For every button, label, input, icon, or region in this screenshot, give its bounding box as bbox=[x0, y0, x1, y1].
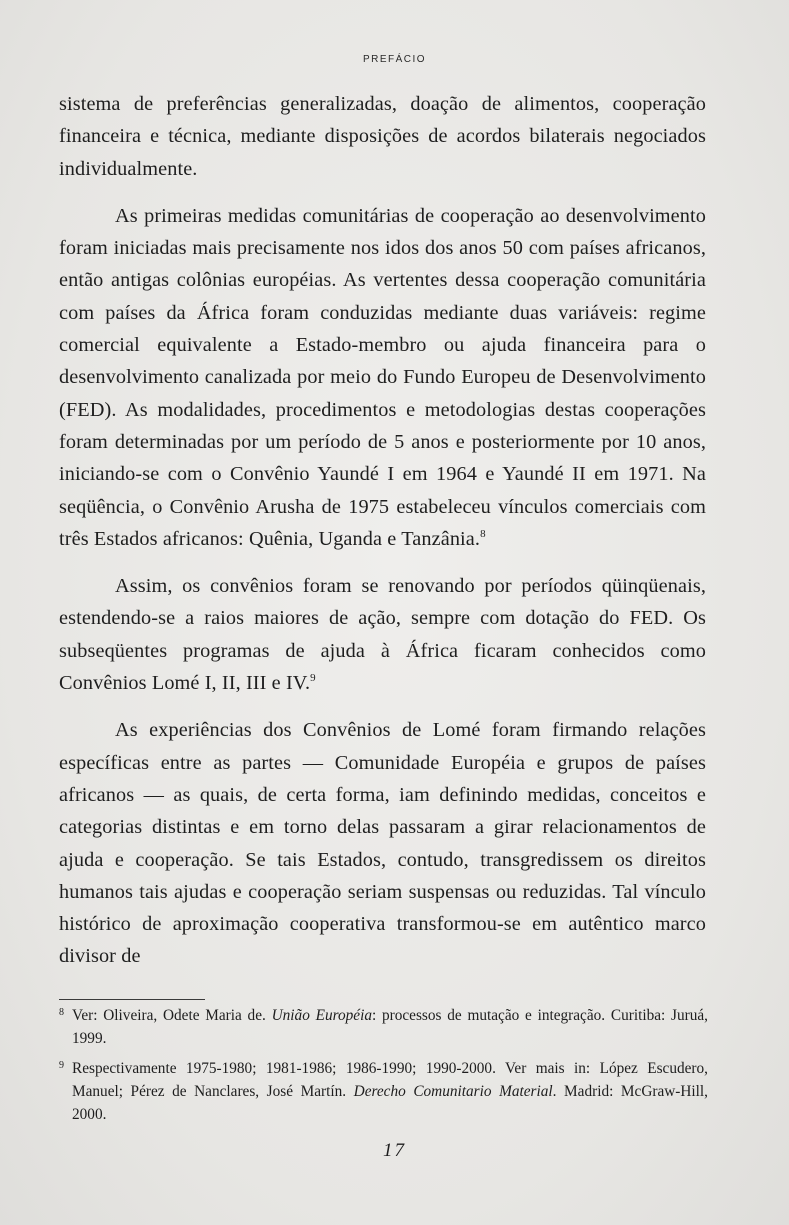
footnote-8-rest: : processos de mutação e integração. Curitiba: Juruá, 1999. bbox=[72, 1007, 708, 1047]
footnote-8 bbox=[59, 1004, 708, 1050]
body-text bbox=[59, 88, 706, 988]
paragraph-1-text: sistema de preferências generalizadas, doação de alimentos, cooperação financeira e técnica, mediante disposições de acordos bilaterais negociados individualmente. bbox=[59, 93, 706, 180]
footnote-8-text: Ver: Oliveira, Odete Maria de. bbox=[72, 1007, 272, 1024]
footnote-9 bbox=[59, 1057, 708, 1126]
footnote-8-number: 8 bbox=[59, 1007, 64, 1018]
footnote-9-number: 9 bbox=[59, 1060, 64, 1071]
page-number: 17 bbox=[383, 1140, 406, 1161]
footnote-ref-9[interactable]: 9 bbox=[310, 672, 316, 685]
footnote-8-title: União Européia bbox=[271, 1007, 372, 1024]
footnote-ref-8[interactable]: 8 bbox=[480, 528, 486, 541]
paragraph-4-text: As experiências dos Convênios de Lomé foram firmando relações específicas entre as partes — Comunidade Européia e grupos de países africanos — as quais, de certa forma, iam definindo medidas, conceitos e categorias distintas e em torno delas passaram a girar relacionamentos de ajuda e cooperação. Se tais Estados, contudo, transgredissem os direitos humanos tais ajudas e cooperação seriam suspensas ou reduzidas. Tal vínculo histórico de aproximação cooperativa transformou-se em autêntico marco divisor de bbox=[59, 719, 706, 968]
running-head: PREFÁCIO bbox=[362, 54, 427, 65]
footnotes bbox=[59, 1004, 708, 1133]
paragraph-2 bbox=[59, 200, 706, 555]
paragraph-4 bbox=[59, 714, 706, 972]
paragraph-1 bbox=[59, 88, 706, 185]
footnote-9-text: Respectivamente 1975-1980; 1981-1986; 1986-1990; 1990-2000. Ver mais in: López Escudero, Manuel; Pérez de Nanclares, José Martín. bbox=[72, 1060, 708, 1100]
footnote-9-rest: . Madrid: McGraw-Hill, 2000. bbox=[72, 1083, 709, 1123]
footnote-divider bbox=[59, 999, 205, 1000]
footnote-9-title: Derecho Comunitario Material bbox=[353, 1083, 553, 1100]
paragraph-2-text: As primeiras medidas comunitárias de cooperação ao desenvolvimento foram iniciadas mais precisamente nos idos dos anos 50 com países africanos, então antigas colônias européias. As vertentes dessa cooperação comunitária com países da África foram conduzidas mediante duas variáveis: regime comercial equivalente a Estado-membro ou ajuda financeira para o desenvolvimento canalizada por meio do Fundo Europeu de Desenvolvimento (FED). As modalidades, procedimentos e metodologias destas cooperações foram determinadas por um período de 5 anos e posteriormente por 10 anos, iniciando-se com o Convênio Yaundé I em 1964 e Yaundé II em 1971. Na seqüência, o Convênio Arusha de 1975 estabeleceu vínculos comerciais com três Estados africanos: Quênia, Uganda e Tanzânia. bbox=[59, 204, 706, 550]
paragraph-3 bbox=[59, 570, 706, 699]
paragraph-3-text: Assim, os convênios foram se renovando por períodos qüinqüenais, estendendo-se a raios maiores de ação, sempre com dotação do FED. Os subseqüentes programas de ajuda à África ficaram conhecidos como Convênios Lomé I, II, III e IV. bbox=[59, 575, 706, 695]
